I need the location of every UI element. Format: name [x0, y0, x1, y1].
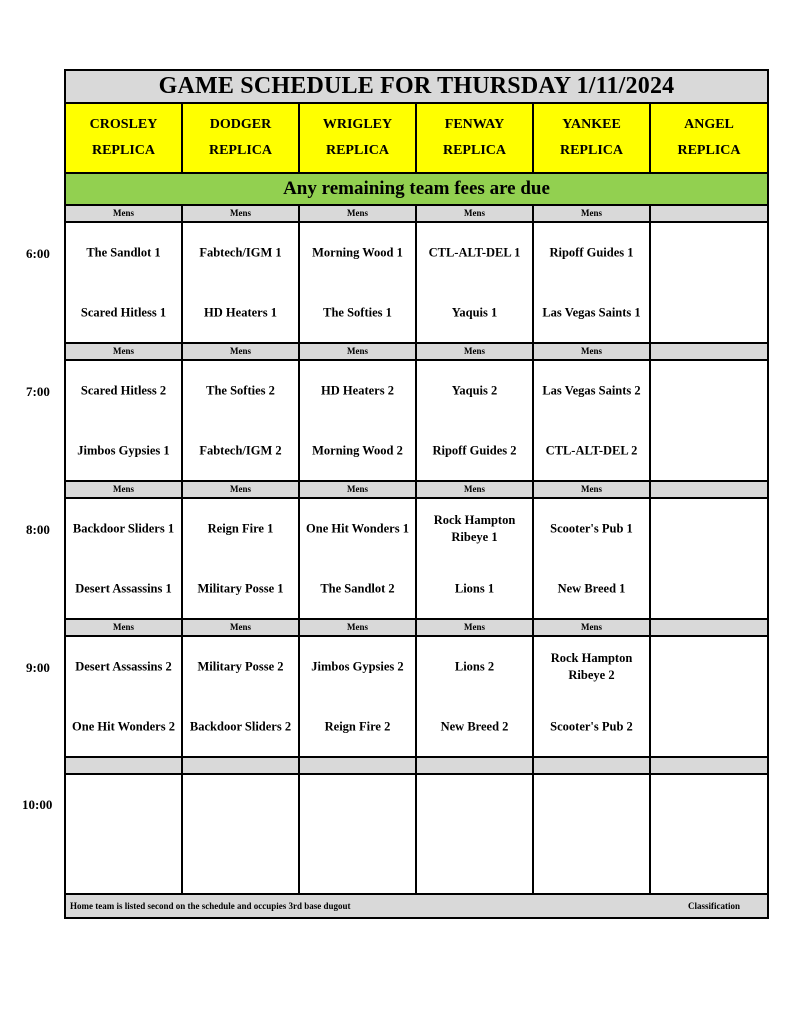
- game-cell: [534, 223, 651, 342]
- game-cell: [417, 499, 534, 618]
- classification-label: Mens: [66, 482, 183, 497]
- visiting-team: The Sandlot 1: [86, 245, 161, 260]
- home-team: New Breed 1: [557, 581, 626, 596]
- classification-label: Mens: [417, 620, 534, 635]
- time-label: 7:00: [26, 384, 50, 399]
- field-name: CROSLEY: [89, 117, 158, 132]
- visiting-team: Las Vegas Saints 2: [542, 383, 641, 398]
- classification-label: Mens: [534, 620, 651, 635]
- visiting-team: Scared Hitless 2: [80, 383, 167, 398]
- game-cell: [183, 361, 300, 480]
- home-team: Backdoor Sliders 2: [189, 719, 292, 734]
- classification-label: Mens: [534, 482, 651, 497]
- visiting-team: Reign Fire 1: [207, 521, 274, 536]
- game-cell: [534, 361, 651, 480]
- visiting-team: CTL-ALT-DEL 1: [428, 245, 521, 260]
- visiting-team: Desert Assassins 2: [75, 659, 172, 674]
- visiting-team: Military Posse 2: [197, 659, 284, 674]
- home-team: Reign Fire 2: [324, 719, 391, 734]
- field-sub: REPLICA: [677, 143, 741, 158]
- classification-label: [66, 758, 183, 773]
- game-cell: [66, 775, 183, 894]
- classification-label: Mens: [300, 206, 417, 221]
- game-cell: [651, 223, 767, 342]
- classification-label: Mens: [300, 482, 417, 497]
- visiting-team: Morning Wood 1: [312, 245, 403, 260]
- field-header-crosley: [66, 104, 183, 172]
- classification-row: [66, 206, 767, 223]
- field-header-wrigley: [300, 104, 417, 172]
- schedule-footer: [66, 893, 767, 917]
- home-team: CTL-ALT-DEL 2: [545, 443, 638, 458]
- classification-label: Mens: [183, 482, 300, 497]
- home-team: One Hit Wonders 2: [72, 719, 175, 734]
- visiting-team: Lions 2: [454, 659, 495, 674]
- classification-label: [651, 344, 767, 359]
- home-team: Fabtech/IGM 2: [199, 443, 282, 458]
- game-cell: [300, 223, 417, 342]
- game-cell: [300, 775, 417, 894]
- home-team: The Sandlot 2: [320, 581, 395, 596]
- time-label: 8:00: [26, 522, 50, 537]
- game-cell: [183, 223, 300, 342]
- home-team: Yaquis 1: [451, 305, 498, 320]
- classification-label: Mens: [66, 206, 183, 221]
- classification-label: Mens: [183, 206, 300, 221]
- home-team: Scared Hitless 1: [80, 305, 167, 320]
- visiting-team: The Softies 2: [206, 383, 275, 398]
- time-label: 10:00: [22, 797, 53, 812]
- game-cell: [183, 775, 300, 894]
- game-cell: [66, 361, 183, 480]
- field-header-dodger: [183, 104, 300, 172]
- home-team: Desert Assassins 1: [75, 581, 172, 596]
- field-sub: REPLICA: [91, 143, 155, 158]
- home-team: HD Heaters 1: [204, 305, 277, 320]
- game-row: [66, 775, 767, 896]
- home-team: The Softies 1: [323, 305, 392, 320]
- classification-label: Mens: [66, 620, 183, 635]
- visiting-team: Ripoff Guides 1: [549, 245, 634, 260]
- game-cell: [651, 361, 767, 480]
- classification-label: [300, 758, 417, 773]
- game-cell: [534, 499, 651, 618]
- game-cell: [300, 499, 417, 618]
- field-sub: REPLICA: [325, 143, 389, 158]
- game-row: [66, 499, 767, 620]
- game-cell: [417, 361, 534, 480]
- classification-label: Mens: [300, 620, 417, 635]
- game-cell: [300, 361, 417, 480]
- classification-label: Mens: [300, 344, 417, 359]
- game-cell: [183, 637, 300, 756]
- field-name: YANKEE: [562, 117, 621, 132]
- classification-label: Mens: [534, 344, 651, 359]
- time-label: 9:00: [26, 660, 50, 675]
- home-team-note: Home team is listed second on the schedule and occupies 3rd base dugout: [70, 901, 351, 911]
- classification-label: [651, 758, 767, 773]
- game-row: [66, 637, 767, 758]
- game-cell: [417, 223, 534, 342]
- field-header-angel: [651, 104, 767, 172]
- game-cell: [651, 499, 767, 618]
- time-label: 6:00: [26, 246, 50, 261]
- game-cell: [66, 223, 183, 342]
- field-sub: REPLICA: [559, 143, 623, 158]
- classification-label: Mens: [417, 206, 534, 221]
- field-header-yankee: [534, 104, 651, 172]
- home-team: Military Posse 1: [197, 581, 284, 596]
- classification-label: Mens: [534, 206, 651, 221]
- home-team: Jimbos Gypsies 1: [77, 443, 170, 458]
- visiting-team: Backdoor Sliders 1: [72, 521, 175, 536]
- home-team: Lions 1: [454, 581, 495, 596]
- field-header-row: [66, 104, 767, 172]
- home-team: Ripoff Guides 2: [432, 443, 517, 458]
- classification-label: [651, 206, 767, 221]
- game-cell: [651, 637, 767, 756]
- game-row: [66, 361, 767, 482]
- game-cell: [417, 637, 534, 756]
- game-cell: [300, 637, 417, 756]
- visiting-team: Scooter's Pub 1: [550, 521, 633, 536]
- classification-label: [534, 758, 651, 773]
- visiting-team: Rock Hampton Ribeye 1: [433, 513, 516, 544]
- classification-label: Mens: [417, 482, 534, 497]
- game-row: [66, 223, 767, 344]
- field-name: WRIGLEY: [322, 117, 393, 132]
- field-name: ANGEL: [684, 117, 734, 132]
- visiting-team: Jimbos Gypsies 2: [311, 659, 404, 674]
- classification-row: [66, 758, 767, 775]
- classification-row: [66, 620, 767, 637]
- game-cell: [651, 775, 767, 894]
- classification-label: [651, 482, 767, 497]
- home-team: New Breed 2: [440, 719, 509, 734]
- field-sub: REPLICA: [208, 143, 272, 158]
- visiting-team: One Hit Wonders 1: [306, 521, 409, 536]
- visiting-team: Yaquis 2: [451, 383, 498, 398]
- field-name: FENWAY: [444, 117, 505, 132]
- home-team: Scooter's Pub 2: [550, 719, 633, 734]
- game-cell: [534, 775, 651, 894]
- visiting-team: Rock Hampton Ribeye 2: [550, 651, 633, 682]
- field-name: DODGER: [209, 117, 272, 132]
- field-header-fenway: [417, 104, 534, 172]
- game-cell: [417, 775, 534, 894]
- classification-label: Classification: [687, 901, 740, 911]
- game-cell: [66, 637, 183, 756]
- fees-notice: Any remaining team fees are due: [66, 172, 767, 206]
- visiting-team: Fabtech/IGM 1: [199, 245, 282, 260]
- classification-row: [66, 482, 767, 499]
- classification-label: Mens: [183, 344, 300, 359]
- home-team: Las Vegas Saints 1: [542, 305, 641, 320]
- field-sub: REPLICA: [442, 143, 506, 158]
- home-team: Morning Wood 2: [312, 443, 403, 458]
- classification-label: Mens: [417, 344, 534, 359]
- classification-label: Mens: [66, 344, 183, 359]
- classification-label: [183, 758, 300, 773]
- visiting-team: HD Heaters 2: [321, 383, 394, 398]
- classification-label: [651, 620, 767, 635]
- game-cell: [183, 499, 300, 618]
- schedule-title: GAME SCHEDULE FOR THURSDAY 1/11/2024: [66, 71, 767, 104]
- game-cell: [66, 499, 183, 618]
- classification-label: Mens: [183, 620, 300, 635]
- classification-row: [66, 344, 767, 361]
- classification-label: [417, 758, 534, 773]
- game-schedule-table: [64, 69, 769, 919]
- game-cell: [534, 637, 651, 756]
